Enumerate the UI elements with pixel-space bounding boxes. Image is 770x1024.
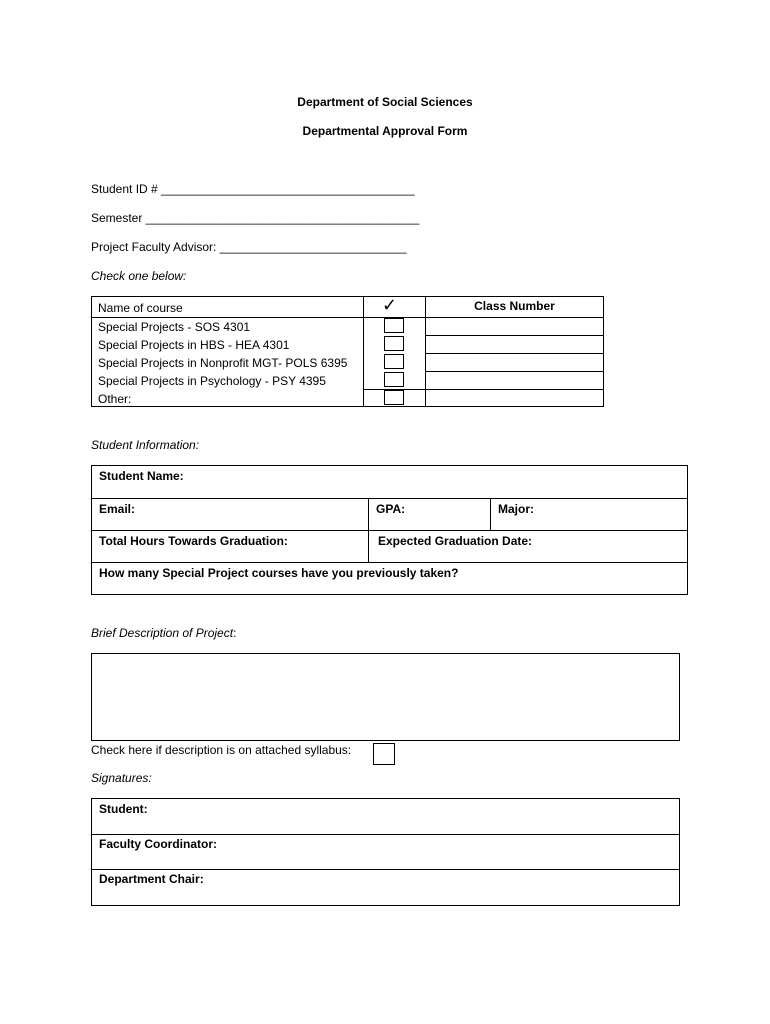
semester-field[interactable]: Semester _________________________________________	[91, 211, 420, 225]
description-title-text: Brief Description of Project	[91, 626, 234, 640]
department-title: Department of Social Sciences	[297, 95, 473, 109]
course-checkbox-psychology[interactable]	[384, 372, 404, 387]
chair-signature-field[interactable]: Department Chair:	[99, 872, 204, 886]
row-divider	[425, 335, 603, 336]
description-title-colon: :	[233, 626, 237, 640]
email-field[interactable]: Email:	[99, 502, 136, 516]
row-divider	[92, 498, 687, 499]
course-name-header: Name of course	[98, 301, 183, 315]
column-divider	[490, 498, 491, 530]
expected-graduation-field[interactable]: Expected Graduation Date:	[378, 534, 533, 548]
row-divider	[92, 834, 679, 835]
student-id-field[interactable]: Student ID # ______________________________________	[91, 182, 415, 196]
course-checkbox-hbs[interactable]	[384, 336, 404, 351]
previous-courses-field[interactable]: How many Special Project courses have you previously taken?	[99, 566, 459, 580]
student-signature-field[interactable]: Student:	[99, 802, 148, 816]
course-row-psychology: Special Projects in Psychology - PSY 4395	[98, 374, 326, 388]
check-prompt: Check one below:	[91, 269, 187, 283]
syllabus-checkbox[interactable]	[373, 743, 395, 765]
student-name-field[interactable]: Student Name:	[99, 469, 184, 483]
description-title	[91, 626, 236, 640]
course-row-nonprofit: Special Projects in Nonprofit MGT- POLS 6395	[98, 356, 348, 370]
class-number-header: Class Number	[474, 299, 555, 313]
student-info-title: Student Information:	[91, 438, 200, 452]
faculty-signature-field[interactable]: Faculty Coordinator:	[99, 837, 218, 851]
column-divider	[368, 498, 369, 562]
advisor-field[interactable]: Project Faculty Advisor: ____________________________	[91, 240, 407, 254]
form-title: Departmental Approval Form	[302, 124, 468, 138]
signatures-table	[91, 798, 680, 906]
row-divider	[92, 317, 603, 318]
course-table	[91, 296, 604, 407]
major-field[interactable]: Major:	[498, 502, 534, 516]
course-checkbox-sos[interactable]	[384, 318, 404, 333]
student-info-table	[91, 465, 688, 595]
row-divider	[425, 353, 603, 354]
gpa-field[interactable]: GPA:	[376, 502, 406, 516]
description-textarea[interactable]	[91, 653, 680, 741]
checkmark-icon: ✓	[382, 295, 398, 315]
row-divider	[92, 562, 687, 563]
syllabus-check-label: Check here if description is on attached syllabus:	[91, 743, 352, 757]
course-row-hbs: Special Projects in HBS - HEA 4301	[98, 338, 290, 352]
signatures-title: Signatures:	[91, 771, 152, 785]
course-row-sos: Special Projects - SOS 4301	[98, 320, 251, 334]
row-divider	[92, 530, 687, 531]
course-checkbox-other[interactable]	[384, 390, 404, 405]
row-divider	[92, 869, 679, 870]
total-hours-field[interactable]: Total Hours Towards Graduation:	[99, 534, 288, 548]
row-divider	[425, 371, 603, 372]
course-row-other: Other:	[98, 392, 132, 406]
course-checkbox-nonprofit[interactable]	[384, 354, 404, 369]
